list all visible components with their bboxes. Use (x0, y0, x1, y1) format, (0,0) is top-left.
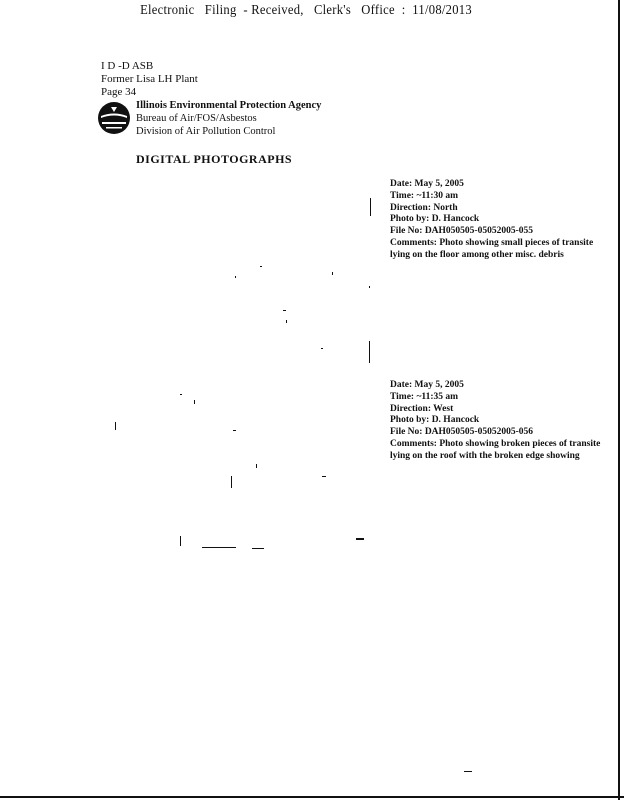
photo-speck (194, 400, 195, 404)
photo-1-file-no: File No: DAH050505-05052005-055 (390, 226, 534, 237)
reference-line-1: I D -D ASB (101, 60, 154, 72)
photo-2-time: Time: ~11:35 am (390, 391, 459, 402)
photo-1-caption (390, 179, 614, 262)
photo-1 (110, 186, 382, 376)
reference-line-2: Former Lisa LH Plant (101, 73, 198, 85)
illinois-epa-logo-icon (97, 101, 131, 135)
photo-speck (321, 348, 323, 349)
photo-1-comments: Comments: Photo showing small pieces of transite lying on the floor among other misc. debris (390, 237, 594, 260)
page-border-right (618, 0, 620, 800)
photo-speck (252, 548, 264, 549)
photo-2-comments: Comments: Photo showing broken pieces of transite lying on the roof with the broken edge showing (390, 438, 601, 461)
agency-division: Division of Air Pollution Control (136, 126, 276, 137)
agency-name: Illinois Environmental Protection Agency (136, 100, 322, 111)
filing-stamp: Electronic Filing - Received, Clerk's Office : 11/08/2013 (140, 3, 472, 18)
photo-speck (322, 476, 326, 477)
photo-1-time: Time: ~11:30 am (390, 190, 459, 201)
photo-speck (115, 422, 116, 430)
photo-speck (256, 464, 257, 468)
photo-speck (260, 266, 262, 267)
photo-2-caption (390, 380, 614, 463)
photo-2-date: Date: May 5, 2005 (390, 380, 464, 390)
photo-1-date: Date: May 5, 2005 (390, 179, 464, 189)
photo-speck (286, 320, 287, 323)
photo-speck (180, 536, 181, 546)
photo-2-file-no: File No: DAH050505-05052005-056 (390, 427, 534, 438)
footer-mark (464, 771, 472, 772)
photo-speck (233, 430, 236, 431)
photo-speck (231, 476, 232, 488)
photo-1-direction: Direction: North (390, 202, 458, 213)
photo-2 (110, 380, 382, 570)
photo-speck (202, 547, 236, 548)
photo-speck (332, 272, 333, 275)
photo-speck (369, 341, 370, 363)
photo-speck (369, 286, 370, 288)
photo-1-photographer: Photo by: D. Hancock (390, 214, 480, 225)
photo-2-photographer: Photo by: D. Hancock (390, 415, 480, 426)
agency-bureau: Bureau of Air/FOS/Asbestos (136, 113, 257, 124)
document-title: DIGITAL PHOTOGRAPHS (136, 152, 293, 166)
page-border-bottom (0, 796, 624, 798)
photo-speck (283, 310, 286, 311)
photo-speck (180, 394, 182, 395)
photo-speck (356, 538, 364, 540)
photo-speck (370, 198, 371, 216)
reference-line-3: Page 34 (101, 86, 137, 98)
photo-speck (235, 276, 236, 278)
photo-2-direction: Direction: West (390, 403, 454, 414)
